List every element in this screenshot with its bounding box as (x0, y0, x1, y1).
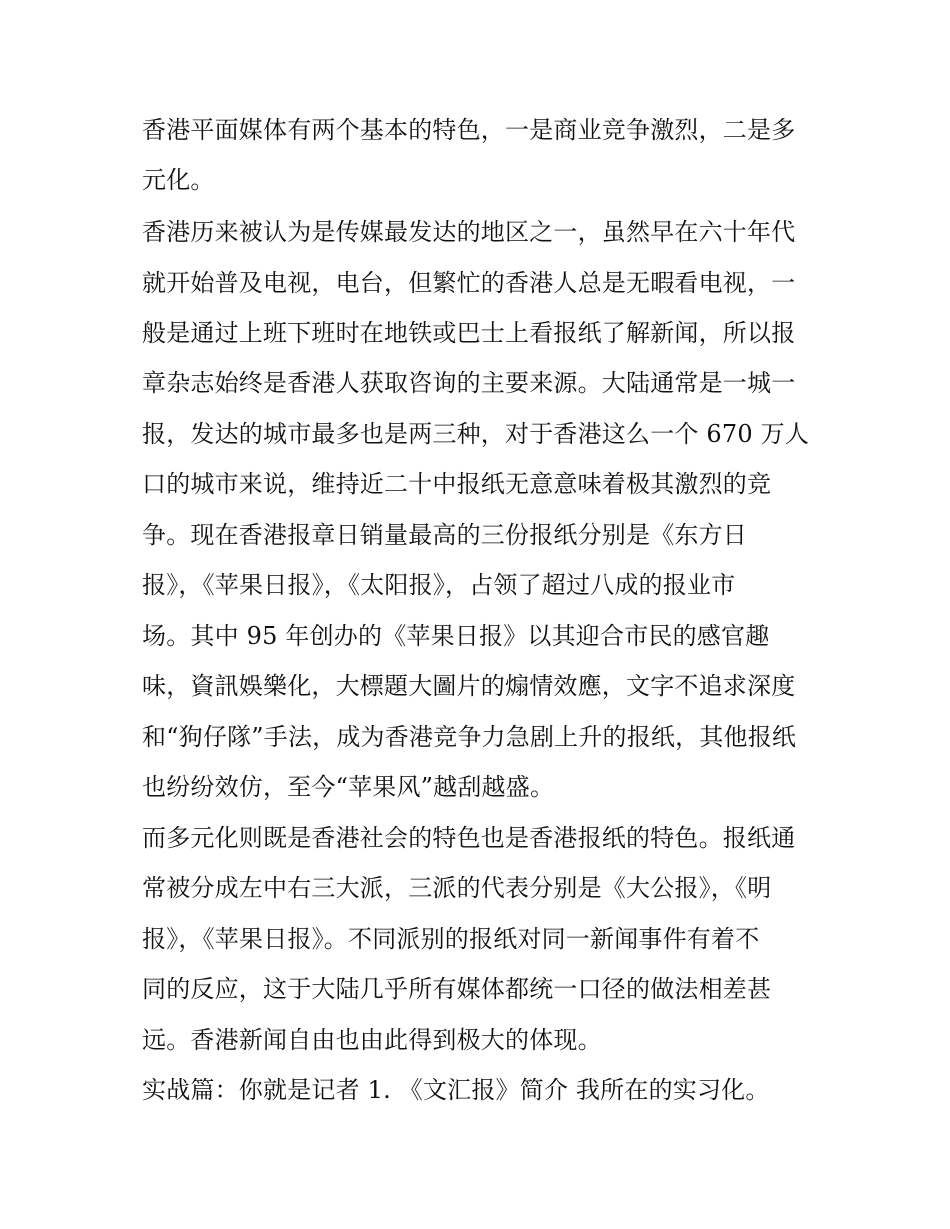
text-line: 口的城市来说，维持近二十中报纸无意意味着极其激烈的竞 (142, 470, 772, 498)
text-line: 常被分成左中右三大派，三派的代表分别是《大公报》，《明 (142, 874, 772, 902)
text-line: 也纷纷效仿，至今“苹果风”越刮越盛。 (142, 773, 555, 801)
text-line: 味，資訊娛樂化，大標題大圖片的煽情效應，文字不追求深度 (142, 672, 796, 700)
text-line: 而多元化则既是香港社会的特色也是香港报纸的特色。报纸通 (142, 824, 796, 852)
text-line: 香港平面媒体有两个基本的特色，一是商业竞争激烈，二是多 (142, 116, 796, 144)
text-line: 同的反应，这于大陆几乎所有媒体都统一口径的做法相差甚 (142, 975, 772, 1003)
text-line: 远。香港新闻自由也由此得到极大的体现。 (142, 1026, 602, 1054)
text-line: 报》，《苹果日报》，《太阳报》，占领了超过八成的报业市 (142, 571, 736, 599)
text-line: 争。现在香港报章日销量最高的三份报纸分别是《东方日 (142, 521, 747, 549)
text-line: 就开始普及电视，电台，但繁忙的香港人总是无暇看电视，一 (142, 269, 796, 297)
text-line: 实战篇：你就是记者 1. 《文汇报》简介 我所在的实习化。 (142, 1076, 770, 1104)
text-line: 元化。 (142, 166, 215, 194)
text-line: 般是通过上班下班时在地铁或巴士上看报纸了解新闻，所以报 (142, 319, 796, 347)
text-line: 和“狗仔隊”手法，成为香港竞争力急剧上升的报纸，其他报纸 (142, 723, 797, 751)
text-line: 章杂志始终是香港人获取咨询的主要来源。大陆通常是一城一 (142, 369, 796, 397)
text-line: 香港历来被认为是传媒最发达的地区之一，虽然早在六十年代 (142, 218, 796, 246)
text-line: 报，发达的城市最多也是两三种，对于香港这么一个 670 万人 (142, 420, 810, 448)
text-line: 报》，《苹果日报》。不同派别的报纸对同一新闻事件有着不 (142, 925, 760, 953)
text-line: 场。其中 95 年创办的《苹果日报》以其迎合市民的感官趣 (142, 622, 770, 650)
